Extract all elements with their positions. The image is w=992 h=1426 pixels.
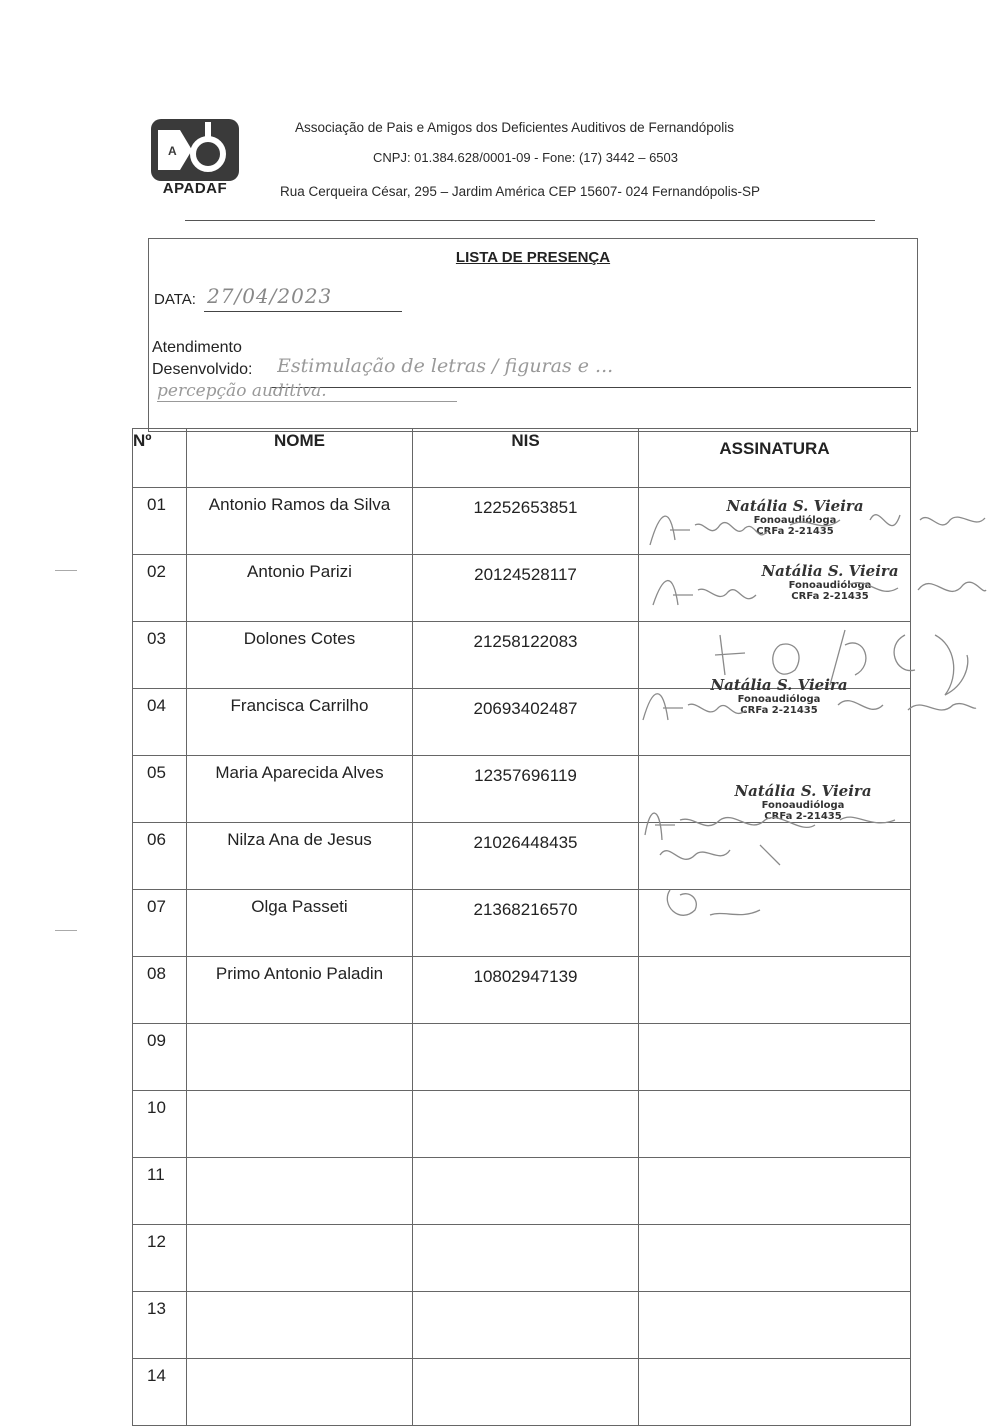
row-nis: 12252653851: [413, 488, 639, 555]
header-number-label: Nº: [133, 431, 152, 450]
row-number: 01: [133, 488, 187, 555]
atendimento-label: Atendimento: [152, 339, 242, 356]
row-number: 08: [133, 957, 187, 1024]
row-number: 07: [133, 890, 187, 957]
row-nis[interactable]: [413, 1091, 639, 1158]
stamp-role: Fonoaudióloga: [761, 800, 845, 811]
row-number: 09: [133, 1024, 187, 1091]
atendimento-field-line-2[interactable]: percepção auditiva.: [157, 381, 327, 401]
row-name: Maria Aparecida Alves: [187, 756, 413, 823]
row-nis: 21026448435: [413, 823, 639, 890]
row-signature-cell[interactable]: [639, 1292, 911, 1359]
stamp-role: Fonoaudióloga: [753, 515, 837, 526]
organization-name: Associação de Pais e Amigos dos Deficientes Auditivos de Fernandópolis: [295, 120, 735, 135]
row-nis[interactable]: [413, 1158, 639, 1225]
desenvolvido-label: Desenvolvido:: [152, 361, 253, 378]
stamp-crfa: CRFa 2-21435: [764, 811, 842, 822]
row-signature-cell[interactable]: [639, 823, 911, 890]
table-row: [133, 890, 911, 957]
row-nis: 21368216570: [413, 890, 639, 957]
header-name-label: NOME: [274, 431, 325, 450]
column-header-name: [187, 429, 413, 488]
margin-mark: [55, 930, 77, 931]
row-name[interactable]: [187, 1292, 413, 1359]
date-underline: [204, 311, 402, 312]
row-number: 11: [133, 1158, 187, 1225]
row-name: Dolones Cotes: [187, 622, 413, 689]
professional-stamp: [704, 676, 854, 716]
row-name: Antonio Parizi: [187, 555, 413, 622]
atendimento-field[interactable]: Estimulação de letras / figuras e ...: [277, 355, 614, 377]
row-signature-cell[interactable]: [639, 957, 911, 1024]
professional-stamp: [755, 562, 905, 602]
stamp-crfa: CRFa 2-21435: [756, 526, 834, 537]
svg-text:A: A: [168, 144, 177, 158]
table-row: [133, 1024, 911, 1091]
row-number: 06: [133, 823, 187, 890]
row-number: 10: [133, 1091, 187, 1158]
column-header-number: [133, 429, 187, 488]
stamp-name: Natália S. Vieira: [761, 562, 899, 580]
column-header-nis: [413, 429, 639, 488]
row-nis[interactable]: [413, 1359, 639, 1426]
row-name[interactable]: [187, 1225, 413, 1292]
row-signature-cell[interactable]: [639, 1024, 911, 1091]
table-row: [133, 1225, 911, 1292]
row-signature-cell[interactable]: [639, 1091, 911, 1158]
row-signature-cell[interactable]: [639, 1225, 911, 1292]
row-number: 13: [133, 1292, 187, 1359]
row-number: 14: [133, 1359, 187, 1426]
row-name[interactable]: [187, 1091, 413, 1158]
header-nis-label: NIS: [511, 431, 540, 450]
row-nis: 12357696119: [413, 756, 639, 823]
table-header-row: [133, 429, 911, 488]
stamp-name: Natália S. Vieira: [726, 497, 864, 515]
stamp-role: Fonoaudióloga: [788, 580, 872, 591]
form-title: LISTA DE PRESENÇA: [455, 249, 611, 266]
table-row: [133, 1158, 911, 1225]
stamp-name: Natália S. Vieira: [710, 676, 848, 694]
row-nis: 21258122083: [413, 622, 639, 689]
stamp-crfa: CRFa 2-21435: [740, 705, 818, 716]
professional-stamp: [728, 782, 878, 822]
row-signature-cell[interactable]: [639, 890, 911, 957]
row-name: Olga Passeti: [187, 890, 413, 957]
row-nis[interactable]: [413, 1225, 639, 1292]
row-nis: 10802947139: [413, 957, 639, 1024]
address-line: Rua Cerqueira César, 295 – Jardim América CEP 15607- 024 Fernandópolis-SP: [280, 184, 761, 199]
row-number: 02: [133, 555, 187, 622]
logo-text: APADAF: [162, 180, 228, 197]
table-row: [133, 1292, 911, 1359]
row-signature-cell[interactable]: [639, 1359, 911, 1426]
row-number: 05: [133, 756, 187, 823]
row-name[interactable]: [187, 1024, 413, 1091]
date-field[interactable]: 27/04/2023: [207, 284, 333, 308]
header-divider: [185, 220, 875, 221]
row-nis: 20693402487: [413, 689, 639, 756]
row-number: 12: [133, 1225, 187, 1292]
margin-mark: [55, 570, 77, 571]
table-row: [133, 957, 911, 1024]
column-header-signature: [639, 429, 911, 488]
cnpj-phone-line: CNPJ: 01.384.628/0001-09 - Fone: (17) 3442 – 6503: [373, 150, 678, 165]
row-nis[interactable]: [413, 1292, 639, 1359]
row-name: Francisca Carrilho: [187, 689, 413, 756]
table-row: [133, 1091, 911, 1158]
date-label: DATA:: [154, 291, 196, 308]
row-name[interactable]: [187, 1359, 413, 1426]
row-number: 03: [133, 622, 187, 689]
row-number: 04: [133, 689, 187, 756]
row-name[interactable]: [187, 1158, 413, 1225]
atendimento-underline-2: [157, 401, 457, 402]
row-signature-cell[interactable]: [639, 1158, 911, 1225]
table-row: [133, 1359, 911, 1426]
document-header: [0, 0, 992, 230]
stamp-crfa: CRFa 2-21435: [791, 591, 869, 602]
row-nis[interactable]: [413, 1024, 639, 1091]
header-signature-label: ASSINATURA: [719, 439, 830, 458]
atendimento-underline: [271, 387, 911, 388]
row-name: Primo Antonio Paladin: [187, 957, 413, 1024]
table-row: [133, 823, 911, 890]
row-name: Antonio Ramos da Silva: [187, 488, 413, 555]
form-info-box: [148, 238, 918, 432]
professional-stamp: [720, 497, 870, 537]
row-name: Nilza Ana de Jesus: [187, 823, 413, 890]
stamp-role: Fonoaudióloga: [737, 694, 821, 705]
row-nis: 20124528117: [413, 555, 639, 622]
stamp-name: Natália S. Vieira: [734, 782, 872, 800]
